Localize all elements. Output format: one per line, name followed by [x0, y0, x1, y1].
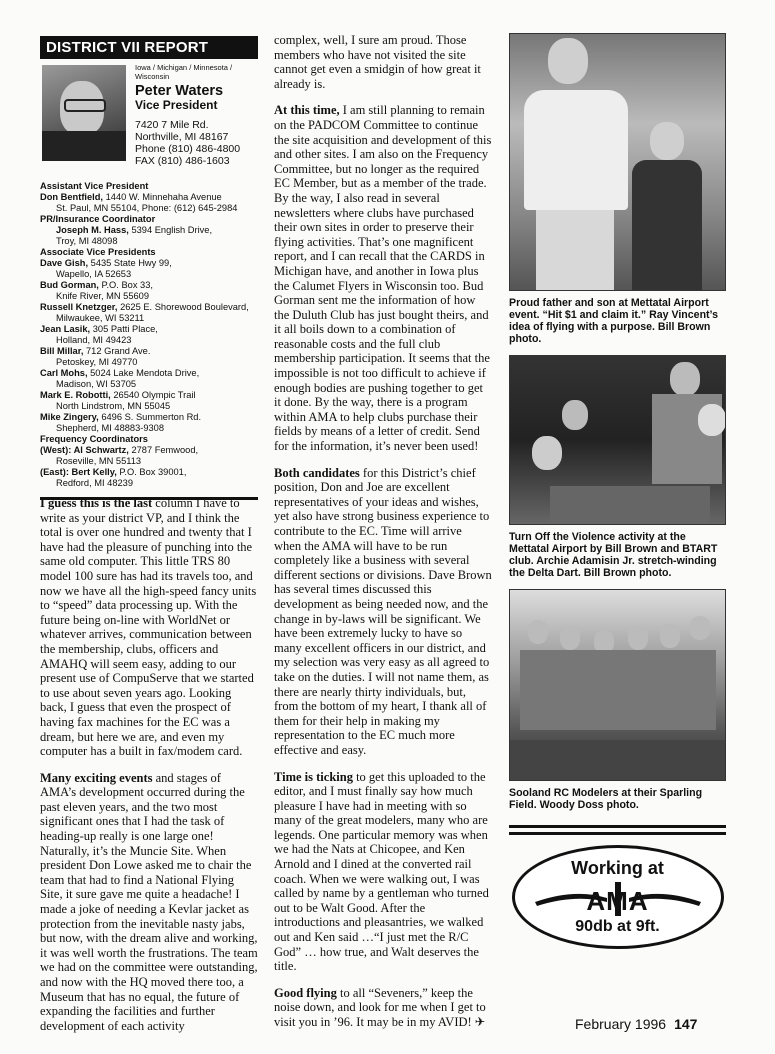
roster-entry — [40, 324, 258, 335]
roster-entry — [40, 313, 258, 324]
roster-entry — [40, 258, 258, 269]
paragraph-text: to get this uploaded to the editor, and I must finally say how much pleasure I have had in meeting with so many of the great modelers, many who are legends. One particular memory was when we had the Nats at Chicopee, and Ken Arnold and I dined at the converted rail coach. When we were walking out, I was called by name by a gentleman who turned out to be Walt Good. After the introductions and pleasantries, we walked out and Ken said …“I just met the R/C God” … how true, and Walt deserves the title. — [274, 769, 489, 974]
roster-text: P.O. Box 33, — [98, 280, 153, 290]
roster-entry — [40, 467, 258, 478]
roster-text: PR/Insurance Coordinator — [40, 214, 156, 224]
logo-line: Working at — [571, 858, 664, 878]
roster-name: (East): Bert Kelly, — [40, 467, 117, 477]
paragraph-lead-in: Both candidates — [274, 465, 360, 480]
roster-text: Roseville, MN 55113 — [56, 456, 142, 466]
roster-text: 305 Patti Place, — [90, 324, 158, 334]
paragraph-text: I am still planning to remain on the PADCOM Committee to continue the site acquisition and development of this and other sites. I am also on the Frequency Committee, but no longer as the required EC Member, but as a member of the trade. By the way, I also read in several newsletters where clubs have purchased their own sites in order to preserve their flying activities. That’s one magnificent report, and I can recall that the CARDS in Michigan have, and another in Iowa plus the Calumet Flyers in Wisconsin too. Bud Gorman sent me the information of how the Duluth Club has just bought theirs, and it all boils down to a combination of reasonable costs and the full club membership participation. It seems that the impossible is not too difficult to achieve if enough bodies are pushing together to get it done. By the way, there is a program within AMA to help clubs purchase their fields by means of a letter of credit. Send for the information, it’s never been used! — [274, 103, 492, 454]
article-paragraph — [274, 33, 492, 91]
section-header: DISTRICT VII REPORT — [40, 36, 258, 59]
roster-entry — [40, 225, 258, 236]
paragraph-lead-in: At this time, — [274, 103, 340, 118]
vp-block — [40, 65, 258, 173]
roster-name: Mark E. Robotti, — [40, 390, 111, 400]
roster-section-heading — [40, 247, 258, 258]
roster-text: Wapello, IA 52653 — [56, 269, 132, 279]
officer-roster — [40, 181, 258, 489]
roster-text: 2787 Femwood, — [128, 445, 199, 455]
vp-phone: Phone (810) 486-4800 — [135, 143, 241, 155]
vp-portrait-photo — [42, 65, 126, 161]
vp-address — [135, 119, 261, 167]
article-paragraph — [40, 771, 258, 1034]
roster-text: 6496 S. Summerton Rd. — [98, 412, 202, 422]
article-column-1 — [40, 496, 258, 1045]
photo-violence-activity — [509, 355, 726, 525]
roster-text: 2625 E. Shorewood Boulevard, — [117, 302, 249, 312]
vp-states: Iowa / Michigan / Minnesota / Wisconsin — [135, 63, 233, 81]
roster-entry — [40, 302, 258, 313]
roster-text: 5394 English Drive, — [128, 225, 213, 235]
roster-section-heading — [40, 181, 258, 192]
roster-entry — [40, 478, 258, 489]
roster-entry — [40, 379, 258, 390]
roster-text: P.O. Box 39001, — [116, 467, 187, 477]
roster-entry — [40, 423, 258, 434]
photo-caption: Proud father and son at Mettatal Airport event. “Hit $1 and claim it.” Ray Vincent’s idea of flying with a purpose. Bill Brown photo. — [509, 297, 719, 345]
roster-text: Shepherd, MI 48883-9308 — [56, 423, 165, 433]
roster-name: Mike Zingery, — [40, 412, 99, 422]
article-paragraph — [274, 466, 492, 758]
working-at-ama-logo — [512, 845, 724, 949]
left-column — [40, 36, 258, 500]
paragraph-lead-in: Time is ticking — [274, 769, 353, 784]
paragraph-lead-in: Good flying — [274, 985, 337, 1000]
roster-text: Madison, WI 53705 — [56, 379, 137, 389]
roster-entry — [40, 280, 258, 291]
roster-name: Russell Knetzger, — [40, 302, 118, 312]
article-paragraph — [274, 770, 492, 974]
roster-text: Assistant Vice President — [40, 181, 149, 191]
paragraph-text: to all “Seveners,” keep the noise down, and look for me when I get to visit you in ’96. It may be in my AVID! ✈ — [274, 985, 486, 1029]
logo-line: AMA — [586, 886, 649, 916]
roster-entry — [40, 291, 258, 302]
vp-contact — [135, 63, 261, 167]
paragraph-lead-in: I guess this is the last — [40, 496, 153, 510]
roster-entry — [40, 412, 258, 423]
roster-text: Associate Vice Presidents — [40, 247, 156, 257]
paragraph-text: complex, well, I sure am proud. Those members who have not visited the site cannot get even a smidgin of how great it already is. — [274, 33, 481, 91]
roster-text: Knife River, MN 55609 — [56, 291, 150, 301]
article-paragraph — [274, 103, 492, 453]
roster-entry — [40, 357, 258, 368]
roster-text: North Lindstrom, MN 55045 — [56, 401, 171, 411]
roster-entry — [40, 192, 258, 203]
roster-name: Bill Millar, — [40, 346, 84, 356]
article-column-2 — [274, 33, 492, 1042]
roster-name: Carl Mohs, — [40, 368, 88, 378]
roster-entry — [40, 445, 258, 456]
roster-entry — [40, 236, 258, 247]
roster-text: Petoskey, MI 49770 — [56, 357, 138, 367]
roster-entry — [40, 401, 258, 412]
roster-name: Jean Lasik, — [40, 324, 91, 334]
paragraph-text: for this District’s chief position, Don and Joe are excellent representatives of your ideas and wishes, yet also have strong business experience to contribute to the EC. Time will arrive when the AMA will have to be run completely like a business with several different sections or divisions. Dave Brown has several times discussed this development as being needed now, and the change in by-laws will be significant. We have been extremely lucky to have so many excellent officers in our district, and my selection was very easy as all agreed to take on the duties. I will not name them, as there are nearly thirty individuals, but, from the bottom of my heart, I thank all of them for their help in making my representation to the EC much more effective and easy. — [274, 465, 492, 757]
roster-name: Don Bentfield, — [40, 192, 104, 202]
vp-fax: FAX (810) 486-1603 — [135, 155, 230, 167]
photo-father-and-son — [509, 33, 726, 291]
roster-section-heading — [40, 434, 258, 445]
roster-section-heading — [40, 214, 258, 225]
roster-entry — [40, 390, 258, 401]
roster-text: 5435 State Hwy 99, — [88, 258, 172, 268]
roster-name: (West): Al Schwartz, — [40, 445, 129, 455]
roster-entry — [40, 203, 258, 214]
divider — [509, 832, 726, 835]
roster-text: Redford, MI 48239 — [56, 478, 134, 488]
roster-entry — [40, 368, 258, 379]
roster-entry — [40, 346, 258, 357]
roster-text: 5024 Lake Mendota Drive, — [87, 368, 200, 378]
roster-name: Bud Gorman, — [40, 280, 99, 290]
photo-caption: Sooland RC Modelers at their Sparling Field. Woody Doss photo. — [509, 787, 703, 811]
paragraph-text: column I have to write as your district VP, and I think the total is over one hundred and twenty that I have had the pleasure of punching into the same old computer. This little TRS 80 model 100 sure has had its travels too, and now we have all the high-speed fancy units to “speed” data processing up. With the future being on-line with WorldNet or whatever arrives, communication between the membership, clubs, officers and AMAHQ will seem easy, adding to our present use of CompuServe that we started to use about seven years ago. Looking back, I guess that even the prospect of having fax machines for the EC was a dream, but here we are, and even my computer has a built in fax/modem card. — [40, 496, 257, 759]
vp-title: Vice President — [135, 98, 218, 112]
roster-text: 26540 Olympic Trail — [110, 390, 196, 400]
roster-text: Milwaukee, WI 53211 — [56, 313, 145, 323]
logo-line: 90db at 9ft. — [575, 918, 660, 935]
right-column — [509, 33, 726, 949]
paragraph-text: and stages of AMA’s development occurred during the past eleven years, and the two most significant ones that I had the task of heading-up really is one large one! Naturally, it’s the Muncie Site. When president Don Lowe asked me to chair the team that had to find a National Flying Site, it sure gave me quite a headache! I made a joke of needing a Kevlar jacket as protection from the inevitable nasty jabs, but now, with the dream alive and working, it was well worth the frustrations. The team we had on the committee were outstanding, and now with the HQ moved there too, a Museum that has no equal, the future of expanding the facilities and further development of each activity — [40, 770, 258, 1033]
page-number: 147 — [674, 1016, 698, 1032]
roster-name: Dave Gish, — [40, 258, 89, 268]
article-paragraph — [40, 496, 258, 759]
photo-sooland-rc-modelers — [509, 589, 726, 781]
photo-caption: Turn Off the Violence activity at the Mettatal Airport by Bill Brown and BTART club. Archie Adamisin Jr. stretch-winding the Delta Dart. Bill Brown photo. — [509, 531, 718, 579]
roster-name: Joseph M. Hass, — [56, 225, 129, 235]
issue-date: February 1996 — [575, 1016, 667, 1032]
roster-text: Frequency Coordinators — [40, 434, 148, 444]
page-footer — [575, 1016, 697, 1032]
roster-text: Holland, MI 49423 — [56, 335, 132, 345]
roster-text: 1440 W. Minnehaha Avenue — [103, 192, 222, 202]
roster-entry — [40, 335, 258, 346]
roster-entry — [40, 456, 258, 467]
roster-entry — [40, 269, 258, 280]
article-paragraph — [274, 986, 492, 1030]
roster-text: 712 Grand Ave. — [83, 346, 151, 356]
paragraph-lead-in: Many exciting events — [40, 770, 153, 785]
roster-text: Troy, MI 48098 — [56, 236, 118, 246]
roster-text: St. Paul, MN 55104, Phone: (612) 645-2984 — [56, 203, 238, 213]
vp-address-line: Northville, MI 48167 — [135, 131, 229, 143]
vp-address-line: 7420 7 Mile Rd. — [135, 119, 209, 131]
vp-name: Peter Waters — [135, 83, 224, 99]
